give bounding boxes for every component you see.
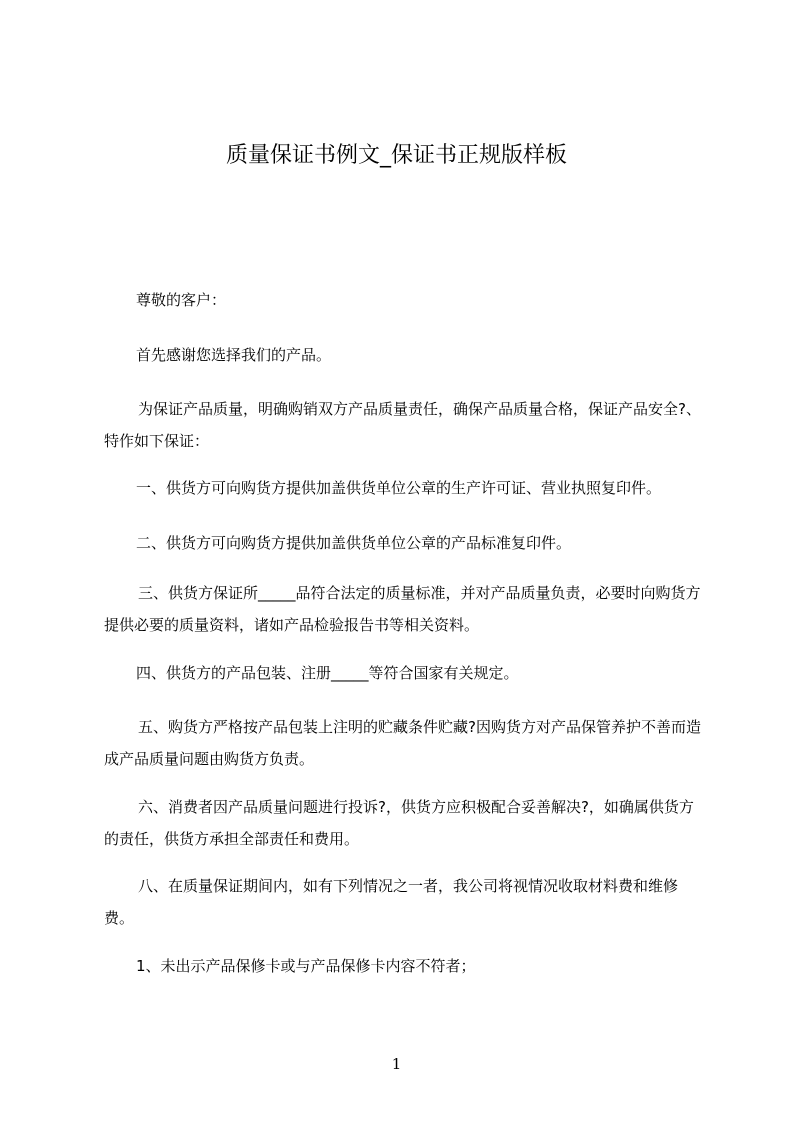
clause-1: 一、供货方可向购货方提供加盖供货单位公章的生产许可证、营业执照复印件。: [136, 479, 662, 497]
clause-8: 八、在质量保证期间内，如有下列情况之一者，我公司将视情况收取材料费和维修费。: [104, 877, 679, 927]
clause-6: 六、消费者因产品质量问题进行投诉?，供货方应积极配合妥善解决?，如确属供货方的责任，供货方承担全部责任和费用。: [104, 798, 694, 848]
paragraph-purpose: 为保证产品质量，明确购销双方产品质量责任，确保产品质量合格，保证产品安全?、特作如下保证：: [104, 400, 701, 450]
clause-8-item-1: 1、未出示产品保修卡或与产品保修卡内容不符者；: [136, 957, 476, 975]
clause-4: 四、供货方的产品包装、注册_____等符合国家有关规定。: [136, 664, 519, 682]
document-title: 质量保证书例文_保证书正规版样板: [225, 143, 567, 168]
page-number: 1: [391, 1055, 402, 1073]
clause-2: 二、供货方可向购货方提供加盖供货单位公章的产品标准复印件。: [136, 534, 572, 552]
clause-3: 三、供货方保证所_____品符合法定的质量标准，并对产品质量负责，必要时向购货方提供必要的质量资料，诸如产品检验报告书等相关资料。: [104, 584, 701, 634]
clause-5: 五、购货方严格按产品包装上注明的贮藏条件贮藏?因购货方对产品保管养护不善而造成产品质量问题由购货方负责。: [104, 718, 701, 768]
paragraph-thanks: 首先感谢您选择我们的产品。: [136, 346, 332, 364]
salutation: 尊敬的客户：: [136, 291, 227, 309]
